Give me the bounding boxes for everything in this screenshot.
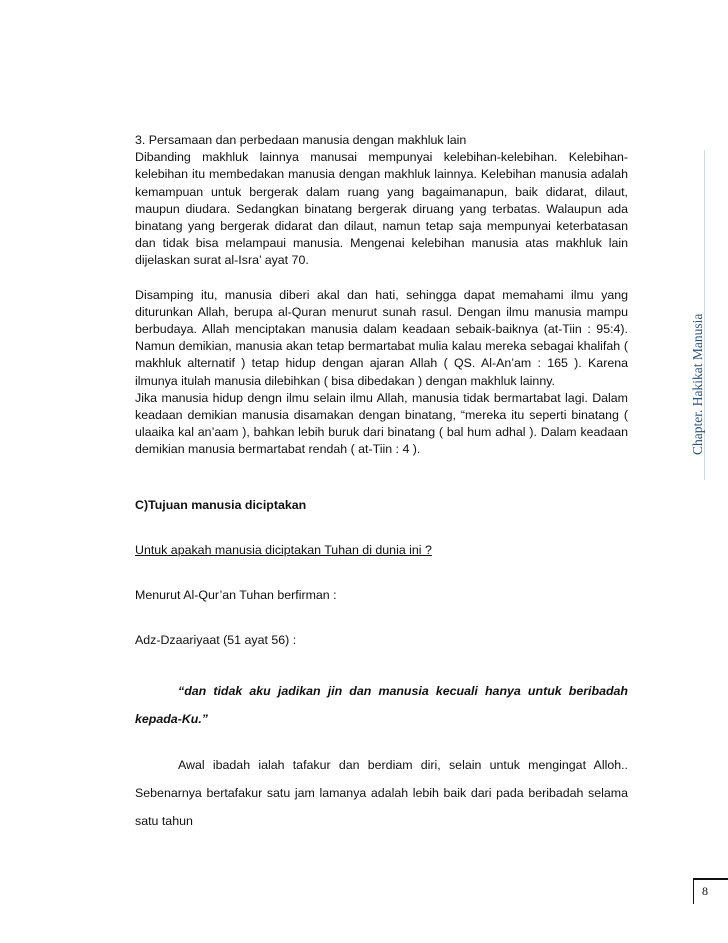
verse-quote: “dan tidak aku jadikan jin dan manusia kecuali hanya untuk beribadah kepada-Ku.”: [135, 684, 628, 727]
paragraph-kelebihan: Dibanding makhluk lainnya manusai mempunyai kelebihan-kelebihan. Kelebihan-kelebihan itu membedakan manusia dengan makhluk lainnya. Kelebihan manusia adalah kemampuan untuk bergerak dalam ruang yang bagaimanapun, baik didarat, dilaut, maupun diudara. Sedangkan binatang bergerak diruang yang terbatas. Walaupun ada binatang yang bergerak didarat dan dilaut, namun tetap saja mempunyai keterbatasan dan tidak bisa melampaui manusia. Mengenai kelebihan manusia atas makhluk lain dijelaskan surat al-Isra’ ayat 70.: [135, 150, 628, 268]
paragraph-ibadah: Awal ibadah ialah tafakur dan berdiam diri, selain untuk mengingat Alloh.. Sebenarnya bertafakur satu jam lamanya adalah lebih baik dari pada beribadah selama satu tahun: [135, 758, 628, 829]
document-body: [135, 132, 628, 835]
page-number: 8: [702, 884, 708, 898]
quran-intro: Menurut Al-Qur’an Tuhan berfirman :: [135, 588, 337, 603]
chapter-side-label: Chapter. Hakikat Manusia: [690, 313, 705, 455]
footer-rule: [693, 878, 728, 880]
paragraph-ilmu-selain-allah: Jika manusia hidup dengn ilmu selain ilmu Allah, manusia tidak bermartabat lagi. Dalam keadaan demikian manusia disamakan dengan binatang, “mereka itu seperti binatang ( ulaaika kal an’aam ), bahkan lebih buruk dari binatang ( bal hum adhal ). Dalam keadaan demikian manusia bermartabat rendah ( at-Tiin : 4 ).: [135, 390, 628, 457]
paragraph-gap: [135, 270, 628, 287]
section-3-title: 3. Persamaan dan perbedaan manusia dengan makhluk lain: [135, 133, 467, 147]
footer-separator: [693, 880, 694, 904]
paragraph-akal-hati: Disamping itu, manusia diberi akal dan hati, sehingga dapat memahami ilmu yang diturunkan Allah, berupa al-Quran menurut sunah rasul. Dengan ilmu manusia mampu berbudaya. Allah menciptakan manusia dalam keadaan sebaik-baiknya (at-Tiin : 95:4). Namun demikian, manusia akan tetap bermartabat mulia kalau mereka sebagai khalifah ( makhluk alternatif ) tetap hidup dengan ajaran Allah ( QS. Al-An’am : 165 ). Karena ilmunya itulah manusia dilebihkan ( bisa dibedakan ) dengan makhluk lainny.: [135, 287, 628, 388]
section-c-heading: C)Tujuan manusia diciptakan: [135, 497, 307, 512]
surah-reference: Adz-Dzaariyaat (51 ayat 56) :: [135, 633, 297, 648]
question-line: Untuk apakah manusia diciptakan Tuhan di dunia ini ?: [135, 542, 432, 557]
